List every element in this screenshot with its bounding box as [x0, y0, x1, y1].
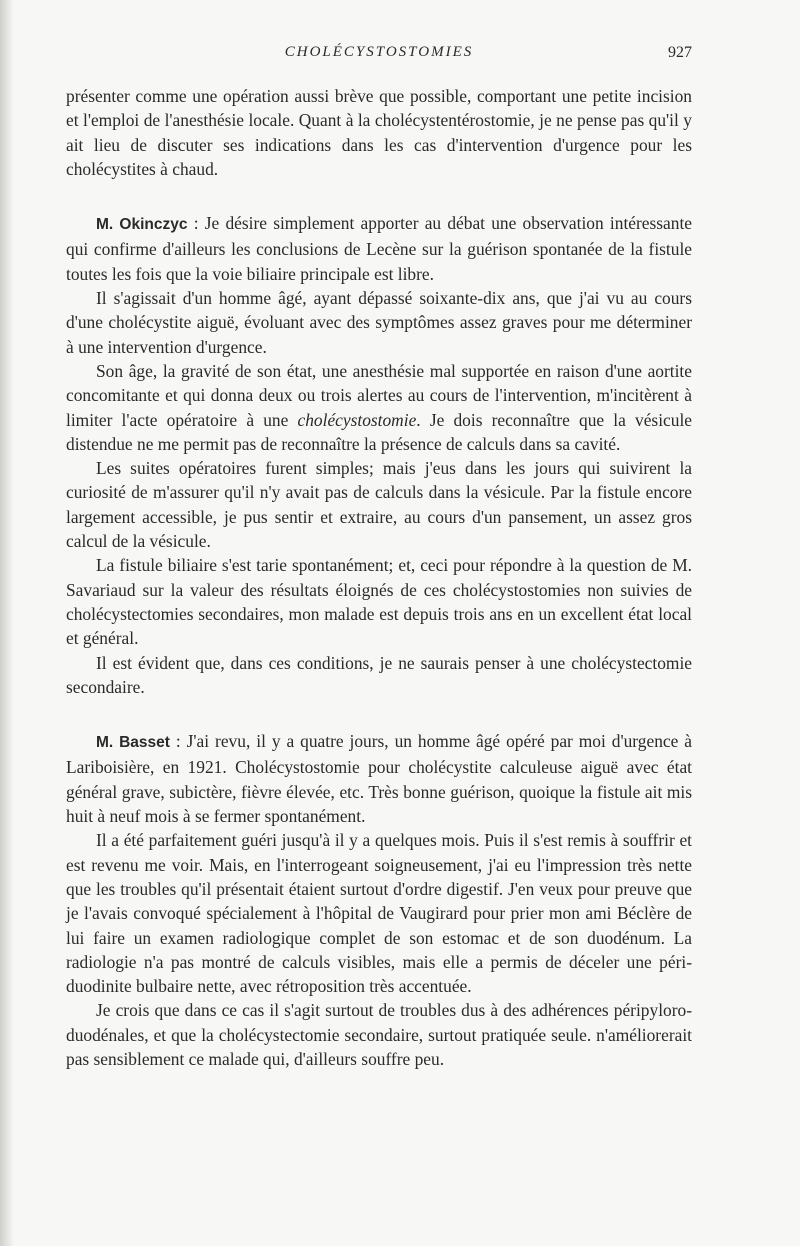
paragraph [66, 456, 692, 553]
paragraph [66, 84, 692, 181]
paragraph [66, 828, 692, 998]
page-number: 927 [668, 44, 692, 61]
italic-term: cholécystostomie [297, 409, 417, 430]
paragraph-text: Il est évident que, dans ces conditions, je ne saurais penser à une cholécystectomie secondaire. [66, 652, 692, 697]
speaker-name: M. Basset [96, 734, 170, 752]
paragraph-text: : J'ai revu, il y a quatre jours, un homme âgé opéré par moi d'urgence à Lariboisière, en 1921. Cholécystostomie pour cholécystite calculeuse aiguë avec état général grave, subictère, fièvre élevée, etc. Très bonne guérison, quoique la fistule ait mis huit à neuf mois à se fermer spontanément. [66, 731, 692, 827]
running-title: CHOLÉCYSTOSTOMIES [284, 44, 474, 60]
body-text [66, 84, 692, 1071]
paragraph-text: Il a été parfaitement guéri jusqu'à il y a quelques mois. Puis il s'est remis à souffrir et est revenu me voir. Mais, en l'interrogeant soigneusement, j'ai eu l'impression très nette que les troubles qu'il présentait étaient surtout d'ordre digestif. J'en veux pour preuve que je l'avais convoqué spécialement à l'hôpital de Vaugirard pour prier mon ami Béclère de lui faire un examen radiologique complet de son estomac et de son duodénum. La radiologie n'a pas montré de calculs visibles, mais elle a permis de déceler une péri-duodinite bulbaire nette, avec rétroposition très accentuée. [66, 830, 692, 997]
paragraph [66, 729, 692, 828]
paragraph [66, 998, 692, 1071]
paragraph-text: Son âge, la gravité de son état, une anesthésie mal supportée en raison d'une aortite concomitante et qui donna deux ou trois alertes au cours de l'intervention, m'incitèrent à limiter l'acte opératoire à une [66, 360, 692, 430]
paragraph-text: . Je dois reconnaître que la vésicule distendue ne me permit pas de reconnaître la présence de calculs dans sa cavité. [66, 409, 692, 454]
paragraph-text: présenter comme une opération aussi brève que possible, comportant une petite incision et l'emploi de l'anesthésie locale. Quant à la cholécystentérostomie, je ne pense pas qu'il y ait lieu de discuter ses indications dans les cas d'intervention d'urgence pour les cholécystites à chaud. [66, 86, 692, 179]
paragraph-text: Je crois que dans ce cas il s'agit surtout de troubles dus à des adhérences péripyloro-duodénales, et que la cholécystectomie secondaire, surtout pratiquée seule. n'améliorerait pas sensiblement ce malade qui, d'ailleurs souffre peu. [66, 1000, 692, 1069]
paragraph-text: : Je désire simplement apporter au débat une observation intéressante qui confirme d'ailleurs les conclusions de Lecène sur la guérison spontanée de la fistule toutes les fois que la voie biliaire principale est libre. [66, 213, 692, 284]
paragraph-text: Il s'agissait d'un homme âgé, ayant dépassé soixante-dix ans, que j'ai vu au cours d'une cholécystite aiguë, évoluant avec des symptômes assez graves pour me déterminer à une intervention d'urgence. [66, 288, 692, 357]
paragraph [66, 553, 692, 650]
page-edge-shadow [0, 0, 14, 1246]
paragraph [66, 286, 692, 359]
paragraph-text: Les suites opératoires furent simples; mais j'eus dans les jours qui suivirent la curiosité de m'assurer qu'il n'y avait pas de calculs dans la vésicule. Par la fistule encore largement accessible, je pus sentir et extraire, au cours d'un pansement, un assez gros calcul de la vésicule. [66, 458, 692, 552]
paragraph [66, 359, 692, 456]
page-header [66, 44, 692, 68]
paragraph-text: La fistule biliaire s'est tarie spontanément; et, ceci pour répondre à la question de M. Savariaud sur la valeur des résultats éloignés de ces cholécystostomies non suivies de cholécystectomies secondaires, mon malade est depuis trois ans en un excellent état local et général. [66, 555, 692, 649]
speaker-name: M. Okinczyc [96, 216, 188, 234]
paragraph [66, 211, 692, 286]
paragraph [66, 651, 692, 700]
